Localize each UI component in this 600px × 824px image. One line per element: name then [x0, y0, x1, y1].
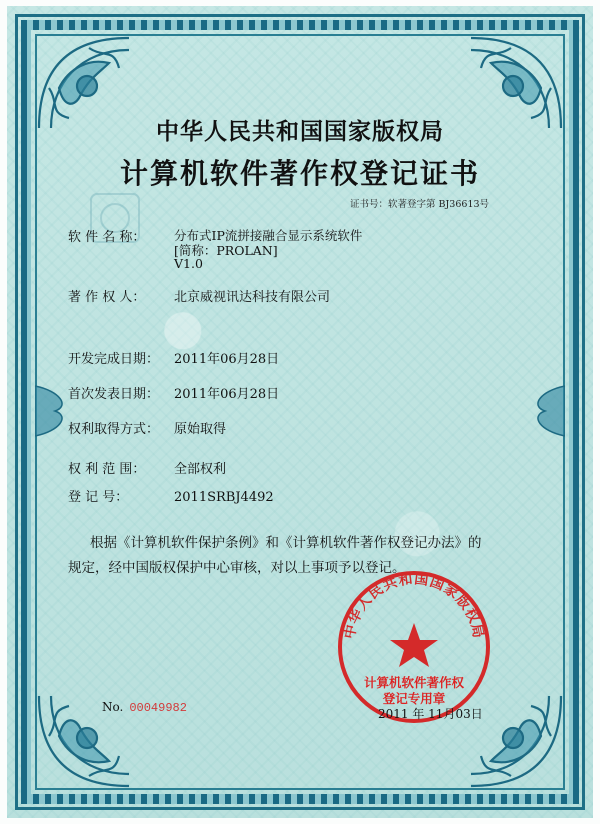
reg-number-label: 登 记 号：: [68, 490, 129, 505]
serial-label: No.: [102, 700, 124, 714]
serial-value: 00049982: [129, 701, 187, 715]
serial-number: [102, 700, 187, 715]
software-version: V1.0: [174, 256, 203, 271]
software-name-label: 软 件 名 称：: [68, 230, 146, 245]
body-text-line-2: 规定，经中国版权保护中心审核，对以上事项予以登记。: [68, 560, 406, 576]
software-name-value: 分布式IP流拼接融合显示系统软件: [174, 228, 363, 243]
scope-label: 权 利 范 围：: [68, 462, 146, 477]
certificate-title: 计算机软件著作权登记证书: [119, 157, 480, 190]
seal-ring-textpath: 中华人民共和国国家版权局: [341, 571, 487, 641]
pub-date-value: 2011年06月28日: [174, 387, 280, 402]
body-text-line-1: 根据《计算机软件保护条例》和《计算机软件著作权登记办法》的: [90, 535, 482, 551]
acquire-value: 原始取得: [174, 422, 227, 437]
seal-center-text-1: 计算机软件著作权: [363, 675, 464, 690]
scope-value: 全部权利: [174, 462, 227, 477]
side-ornament-icon: [519, 376, 565, 446]
pub-date-row: [68, 383, 279, 402]
owner-label: 著 作 权 人：: [68, 290, 146, 305]
pub-date-label: 首次发表日期：: [68, 387, 160, 402]
reg-number-value: 2011SRBJ4492: [174, 490, 274, 505]
acquire-label: 权利取得方式：: [68, 422, 160, 437]
reg-number-row: [68, 486, 274, 505]
dev-date-label: 开发完成日期：: [68, 352, 160, 367]
dev-date-row: [68, 348, 279, 367]
issuing-authority-title: 中华人民共和国国家版权局: [156, 118, 444, 145]
issue-date: 2011 年 11月03日: [378, 707, 483, 721]
scope-row: [68, 458, 226, 477]
owner-row: [68, 286, 330, 305]
dev-date-value: 2011年06月28日: [174, 352, 280, 367]
acquire-row: [68, 418, 226, 437]
seal-center-text-2: 登记专用章: [382, 691, 446, 706]
owner-value: 北京威视讯达科技有限公司: [174, 290, 331, 305]
certificate-number: 证书号：软著登字第 BJ36613号: [350, 199, 490, 210]
software-name-row: [68, 226, 174, 245]
software-short-name: [简称：PROLAN]: [174, 243, 278, 258]
